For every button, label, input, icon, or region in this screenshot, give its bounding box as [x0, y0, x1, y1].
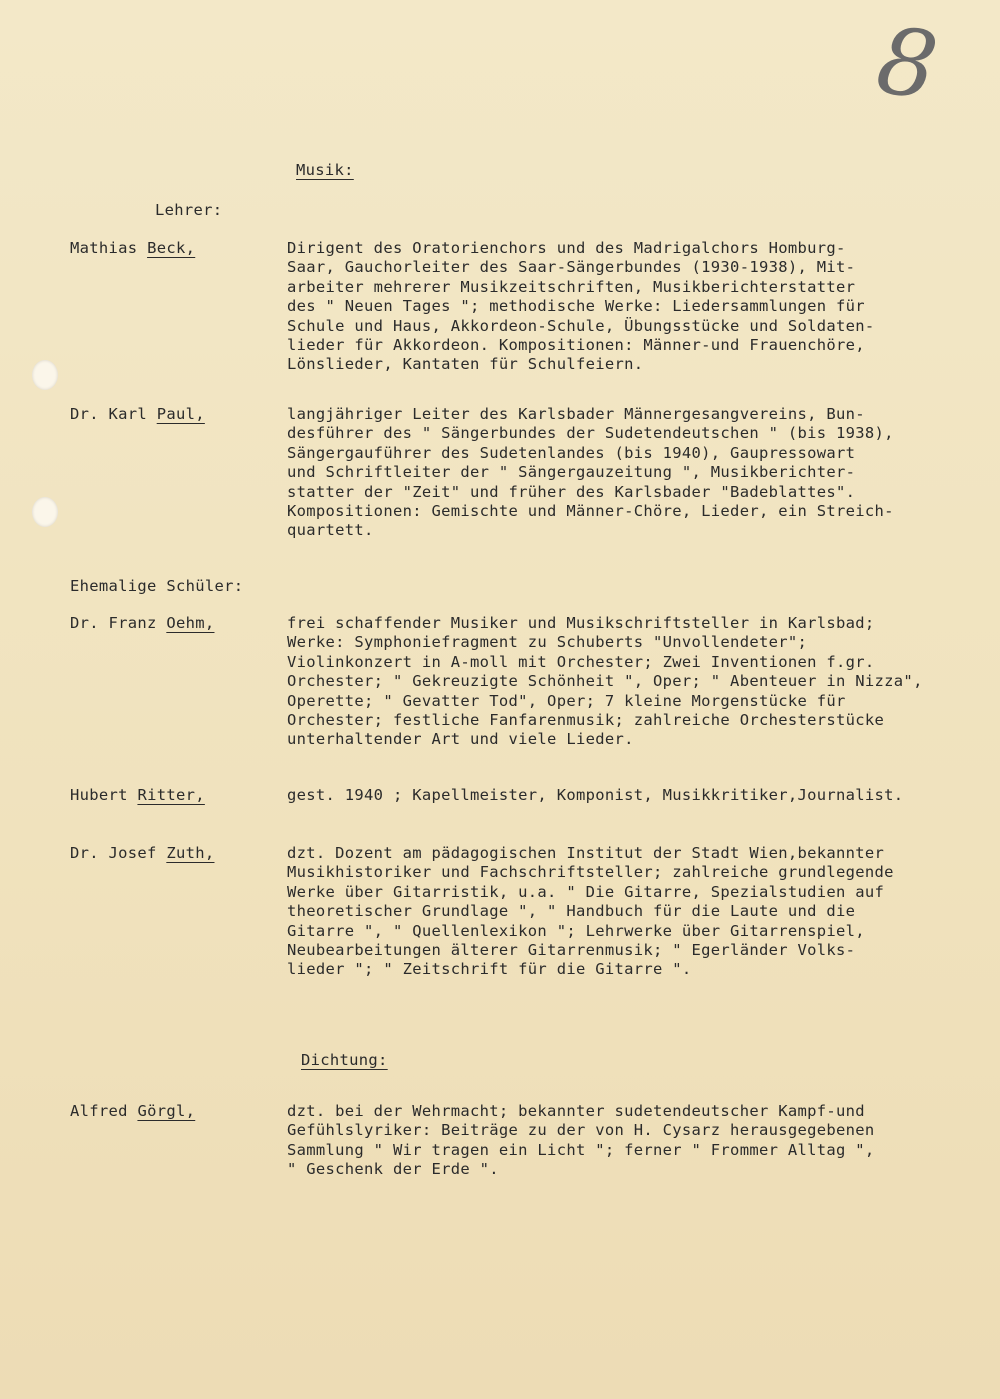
description-line: Kompositionen: Gemischte und Männer-Chöre, Lieder, ein Streich-: [287, 502, 894, 521]
name-prefix: Hubert: [70, 786, 138, 804]
name-surname: Zuth,: [166, 844, 215, 862]
name-surname: Beck,: [147, 239, 196, 257]
description-line: Gefühlslyriker: Beiträge zu der von H. Cysarz herausgegebenen: [287, 1121, 875, 1140]
description-line: und Schriftleiter der " Sängergauzeitung ", Musikberichter-: [287, 463, 856, 482]
description-line: statter der "Zeit" und früher des Karlsbader "Badeblattes".: [287, 482, 856, 501]
name-surname: Görgl,: [137, 1102, 196, 1120]
entry-name: [70, 1102, 195, 1120]
entry-name: [70, 405, 205, 423]
name-prefix: Dr. Josef: [70, 844, 167, 862]
description-line: Lönslieder, Kantaten für Schulfeiern.: [287, 355, 644, 374]
description-line: Werke: Symphoniefragment zu Schuberts "Unvollendeter";: [287, 633, 808, 652]
description-line: " Geschenk der Erde ".: [287, 1160, 499, 1179]
description-line: Dirigent des Oratorienchors und des Madrigalchors Homburg-: [287, 239, 846, 257]
entry-name: [70, 786, 205, 804]
description-line: quartett.: [287, 521, 374, 540]
entry-description: [287, 1102, 967, 1180]
description-line: Orchester; festliche Fanfarenmusik; zahlreiche Orchesterstücke: [287, 711, 885, 730]
description-line: desführer des " Sängerbundes der Sudetendeutschen " (bis 1938),: [287, 424, 894, 443]
name-surname: Paul,: [156, 405, 205, 423]
name-prefix: Mathias: [70, 239, 148, 257]
name-prefix: Alfred: [70, 1102, 138, 1120]
punch-hole: [32, 497, 58, 527]
description-line: frei schaffender Musiker und Musikschriftsteller in Karlsbad;: [287, 614, 875, 632]
description-line: Saar, Gauchorleiter des Saar-Sängerbundes (1930-1938), Mit-: [287, 258, 856, 277]
description-line: Violinkonzert in A-moll mit Orchester; Zwei Inventionen f.gr.: [287, 652, 875, 671]
name-prefix: Dr. Karl: [70, 405, 157, 423]
entry-name: [70, 614, 215, 632]
description-line: Schule und Haus, Akkordeon-Schule, Übungsstücke und Soldaten-: [287, 316, 875, 335]
entry-description: [287, 844, 967, 980]
description-line: lieder für Akkordeon. Kompositionen: Männer-und Frauenchöre,: [287, 336, 865, 355]
description-line: dzt. bei der Wehrmacht; bekannter sudetendeutscher Kampf-und: [287, 1102, 865, 1120]
name-surname: Oehm,: [166, 614, 215, 632]
description-line: Neubearbeitungen älterer Gitarrenmusik; " Egerländer Volks-: [287, 941, 856, 960]
description-line: dzt. Dozent am pädagogischen Institut der Stadt Wien,bekannter: [287, 844, 885, 862]
entry-description: [287, 405, 967, 541]
description-line: unterhaltender Art und viele Lieder.: [287, 730, 634, 749]
description-line: Sängergauführer des Sudetenlandes (bis 1940), Gaupressowart: [287, 443, 856, 462]
name-prefix: Dr. Franz: [70, 614, 167, 632]
section-heading-musik: Musik:: [296, 161, 354, 179]
punch-hole: [32, 360, 58, 390]
handwritten-page-number: 8: [870, 6, 942, 121]
entry-description: [287, 786, 967, 805]
description-line: des " Neuen Tages "; methodische Werke: Liedersammlungen für: [287, 297, 865, 316]
subheading-lehrer: Lehrer:: [155, 201, 223, 219]
entry-name: [70, 239, 195, 257]
description-line: theoretischer Grundlage ", " Handbuch für die Laute und die: [287, 902, 856, 921]
description-line: Sammlung " Wir tragen ein Licht "; ferner " Frommer Alltag ",: [287, 1140, 875, 1159]
description-line: Musikhistoriker und Fachschriftsteller; zahlreiche grundlegende: [287, 863, 894, 882]
entry-name: [70, 844, 215, 862]
description-line: lieder "; " Zeitschrift für die Gitarre ".: [287, 960, 692, 979]
description-line: arbeiter mehrerer Musikzeitschriften, Musikberichterstatter: [287, 277, 856, 296]
subheading-ehemalige-schueler: Ehemalige Schüler:: [70, 577, 244, 595]
description-line: langjähriger Leiter des Karlsbader Männergesangvereins, Bun-: [287, 405, 865, 423]
entry-description: [287, 239, 967, 375]
description-line: Operette; " Gevatter Tod", Oper; 7 kleine Morgenstücke für: [287, 691, 846, 710]
description-line: Gitarre ", " Quellenlexikon "; Lehrwerke über Gitarrenspiel,: [287, 921, 865, 940]
description-line: gest. 1940 ; Kapellmeister, Komponist, Musikkritiker,Journalist.: [287, 786, 904, 804]
name-surname: Ritter,: [137, 786, 205, 804]
entry-description: [287, 614, 967, 750]
section-heading-dichtung: Dichtung:: [301, 1051, 388, 1069]
description-line: Orchester; " Gekreuzigte Schönheit ", Oper; " Abenteuer in Nizza",: [287, 672, 923, 691]
description-line: Werke über Gitarristik, u.a. " Die Gitarre, Spezialstudien auf: [287, 882, 885, 901]
